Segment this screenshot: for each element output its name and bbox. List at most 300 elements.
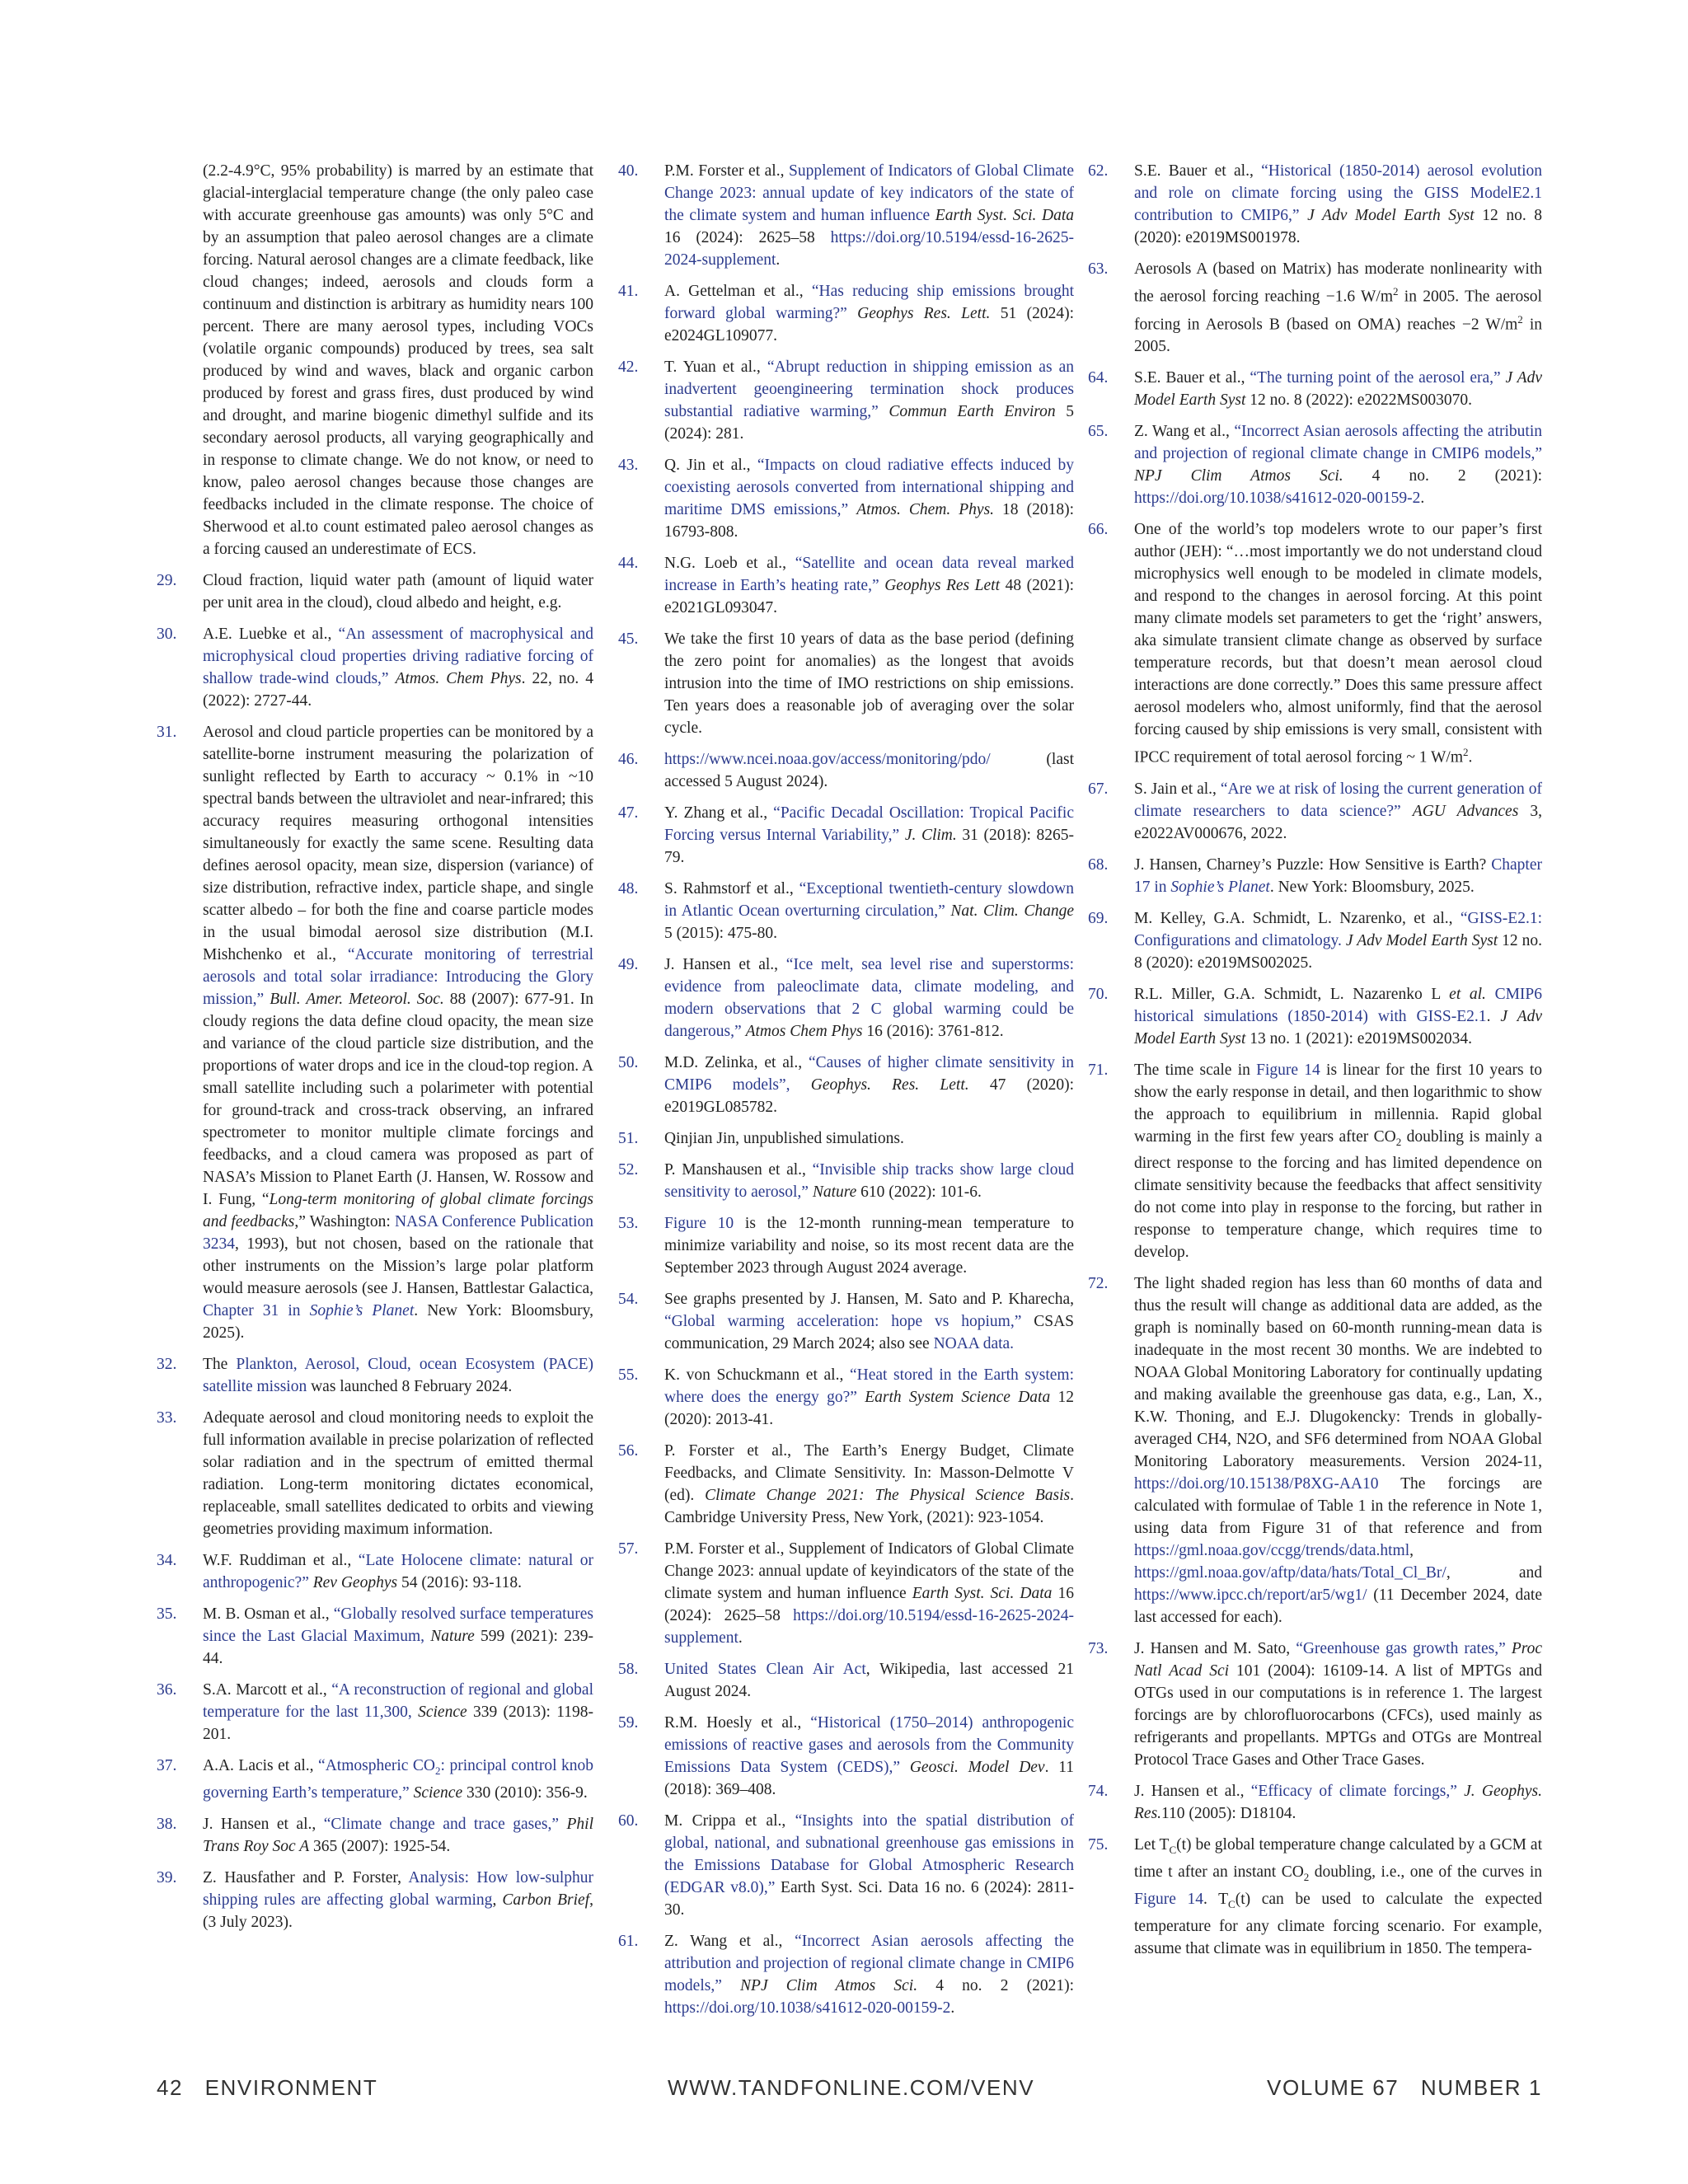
citation-italic: J Adv Model Earth Syst (1134, 369, 1542, 409)
note-text: 2 (1463, 746, 1469, 758)
note-text: , Wikipedia, last accessed 21 August 2024. (664, 1661, 1074, 1700)
citation-italic: Geosci. Model Dev (909, 1759, 1045, 1776)
reference-link[interactable]: “Climate change and trace gases,” (323, 1815, 560, 1833)
citation-italic: Earth System Science Data (865, 1389, 1051, 1406)
endnote-number: 29. (157, 572, 177, 589)
note-text: The light shaded region has less than 60 months of data and thus the result will change as additional data are added, as the graph is nominally based on 60-month running-mean data is inadequate in the most recent 30 months. We are indebted to NOAA Global Monitoring Laboratory for continually updating and making available the greenhouse gas data, e.g., Lan, X., K.W. Thoning, and E.J. Dlugokencky: Trends in globally-averaged CH4, N2O, and SF6 determined from NOAA Global Monitoring Laboratory measurements. Version 2024-11, (1134, 1275, 1542, 1471)
note-text: P.M. Forster et al., Supplement of Indicators of Global Climate Change 2023: annual update of keyindicators of the state of the climate system and human influence (664, 1540, 1074, 1602)
endnote-number: 73. (1088, 1640, 1109, 1658)
endnote-item (618, 1212, 1074, 1279)
citation-italic: Atmos. Chem. Phys. (856, 501, 995, 518)
note-text: Let T (1134, 1836, 1170, 1854)
citation-italic: Commun Earth Environ (889, 403, 1056, 420)
note-text: ,” Washington: (294, 1213, 395, 1230)
note-text: Q. Jin et al., (664, 457, 757, 474)
note-text: T. Yuan et al., (664, 359, 767, 376)
note-text (412, 1704, 418, 1721)
note-text (1486, 986, 1495, 1003)
citation-italic: Bull. Amer. Meteorol. Soc. (270, 991, 444, 1008)
note-text: S.E. Bauer et al., (1134, 369, 1250, 387)
reference-link[interactable]: Sophie’s Planet (309, 1302, 415, 1319)
endnote-number: 45. (618, 630, 639, 648)
endnote-number: 62. (1088, 162, 1109, 180)
volume-label: VOLUME 67 (1267, 2075, 1400, 2100)
reference-link[interactable]: “Heat stored in the Earth system: where does the energy go?” (664, 1366, 1074, 1406)
endnote-number: 57. (618, 1540, 639, 1558)
citation-italic: et al. (1449, 985, 1486, 1003)
endnote-item (618, 1364, 1074, 1431)
note-text: Aerosols A (based on Matrix) has moderate nonlinearity with the aerosol forcing reaching −1.6 W/m (1134, 260, 1542, 306)
citation-italic: J. Clim. (904, 827, 957, 844)
citation-italic: Long-term monitoring of global climate forcings and feedbacks (203, 1191, 593, 1230)
note-text (559, 1816, 566, 1833)
note-text: 330 (2010): 356-9. (462, 1783, 588, 1802)
citation-italic: Science (413, 1783, 463, 1802)
citation-italic: Nature (430, 1628, 475, 1645)
citation-italic: Atmos Chem Phys (745, 1023, 863, 1040)
reference-link[interactable]: Figure 14 (1256, 1061, 1320, 1079)
endnote-number: 60. (618, 1812, 639, 1830)
endnote-number: 32. (157, 1356, 177, 1373)
endnote-number: 51. (618, 1130, 639, 1147)
endnote-item (1088, 1780, 1542, 1825)
endnote-item (1088, 518, 1542, 769)
endnote-item (157, 1867, 593, 1933)
citation-italic: NPJ Clim Atmos Sci. (1134, 467, 1343, 485)
citation-italic: Earth Syst. Sci. Data (935, 207, 1074, 224)
footer-page-journal (157, 2075, 377, 2101)
citation-italic: Science (418, 1704, 467, 1721)
endnote-number: 64. (1088, 369, 1109, 387)
note-text: . Cambridge University Press, New York, (2021): 923-1054. (664, 1487, 1074, 1526)
note-text: (t) can be used to calculate the expected temperature for any climate forcing scenario. For example, assume that climate was in equilibrium in 1850. The tempera- (1134, 1891, 1542, 1958)
note-text: C (1169, 1844, 1177, 1857)
endnote-number: 53. (618, 1215, 639, 1232)
note-text: , (492, 1891, 503, 1909)
note-text: M. Crippa et al., (664, 1812, 795, 1830)
journal-name: ENVIRONMENT (204, 2075, 378, 2100)
endnote-number: 47. (618, 804, 639, 822)
note-text: . New York: Bloomsbury, 2025. (1269, 878, 1475, 896)
reference-link[interactable]: https://doi.org/10.15138/P8XG-AA10 (1134, 1475, 1379, 1493)
note-text: We take the first 10 years of data as the base period (defining the zero point for anomalies) as the longest that avoids intrusion into the time of IMO restrictions on ship emissions. Ten years does a reasonable job of averaging over the solar cycle. (664, 630, 1074, 737)
reference-link[interactable]: “GISS-E2.1: Configurations and climatology. (1134, 909, 1542, 949)
note-text (930, 207, 935, 224)
endnote-item (157, 569, 593, 614)
journal-website[interactable]: WWW.TANDFONLINE.COM/VENV (668, 2075, 1035, 2100)
citation-italic: Phil Trans Roy Soc A (203, 1815, 594, 1855)
note-text: . (1468, 748, 1473, 766)
endnote-item (157, 1407, 593, 1540)
note-text (790, 1076, 811, 1094)
endnote-number: 65. (1088, 423, 1109, 440)
column-left (157, 160, 593, 1943)
reference-link[interactable]: “Causes of higher climate sensitivity in CMIP6 models”, (664, 1054, 1075, 1094)
note-text: J. Hansen et al., (664, 956, 786, 973)
endnote-item (618, 1810, 1074, 1921)
notes-list-middle (618, 160, 1074, 2019)
reference-link[interactable]: “Are we at risk of losing the current generation of climate researchers to data science?” (1134, 780, 1542, 820)
citation-italic: Proc Natl Acad Sci (1134, 1640, 1543, 1680)
endnote-number: 30. (157, 626, 177, 643)
reference-link[interactable]: 2 (435, 1764, 441, 1777)
reference-link[interactable]: https://gml.noaa.gov/aftp/data/hats/Total_Cl_Br/ (1134, 1564, 1447, 1582)
reference-link[interactable]: “Incorrect Asian aerosols affecting the atributin and projection of regional climate change in CMIP6 models,” (1134, 423, 1542, 462)
note-text: 88 (2007): 677-91. In cloudy regions the data define cloud opacity, the mean size and variance of the cloud particle size distribution, and the proportions of water drops and ice in the cloud-top region. A small satellite including such a polarimeter with potential for ground-track and cross-track observing, an infrared spectrometer to monitor multiple climate forcings and feedbacks, and a cloud camera was proposed as part of NASA’s Mission to Planet Earth (J. Hansen, W. Rossow and I. Fung, “ (203, 991, 593, 1208)
issue-label: NUMBER 1 (1420, 2075, 1542, 2100)
reference-link[interactable]: “Historical (1750–2014) anthropogenic emissions of reactive gases and aerosols from the Community Emissions Data System (CEDS),” (664, 1714, 1074, 1776)
note-text (389, 670, 396, 687)
note-text: P. Manshausen et al., (664, 1161, 813, 1179)
note-text: 51 (2024): e2024GL109077. (664, 305, 1074, 344)
reference-link[interactable]: “Accurate monitoring of terrestrial aerosols and total solar irradiance: Introducing the Glory mission,” (203, 946, 593, 1008)
note-text: CSAS communication, 29 March 2024; also see (664, 1313, 1075, 1352)
endnote-item (618, 1127, 1074, 1150)
reference-link[interactable]: CMIP6 historical simulations (1850-2014) with GISS-E2.1 (1134, 985, 1543, 1025)
note-text: Z. Wang et al., (1134, 423, 1235, 440)
note-text: 48 (2021): e2021GL093047. (664, 577, 1075, 616)
endnote-number: 69. (1088, 909, 1109, 927)
note-text: 2 (1395, 1135, 1402, 1148)
note-text: . (1486, 1007, 1501, 1025)
reference-link[interactable]: Sophie’s Planet (1170, 878, 1270, 896)
note-text: 365 (2007): 1925-54. (309, 1837, 451, 1855)
endnote-item (618, 160, 1074, 271)
reference-link[interactable]: https://www.ncei.noaa.gov/access/monitoring/pdo/ (664, 751, 991, 768)
note-text: , and (1446, 1564, 1542, 1582)
endnote-item (618, 1538, 1074, 1649)
reference-link[interactable]: “Historical (1850-2014) aerosol evolution and role on climate forcing using the GISS ModelE2.1 contribution to CMIP6,” (1134, 162, 1542, 224)
reference-link[interactable]: “Global warming acceleration: hope vs hopium,” (664, 1313, 1022, 1330)
reference-link[interactable]: https://doi.org/10.5194/essd-16-2625-2024-supplement (664, 229, 1074, 269)
column-middle (618, 160, 1074, 2028)
note-text: 47 (2020): e2019GL085782. (664, 1076, 1075, 1116)
reference-link[interactable]: NOAA data. (933, 1335, 1015, 1352)
endnote-number: 68. (1088, 855, 1109, 874)
reference-link[interactable]: NASA Conference Publication 3234 (203, 1213, 593, 1253)
reference-link[interactable]: https://www.ipcc.ch/report/ar5/wg1/ (1134, 1586, 1367, 1605)
reference-link[interactable]: https://doi.org/10.1038/s41612-020-00159-2 (1134, 490, 1421, 507)
note-text: 339 (2013): 1198-201. (203, 1704, 593, 1743)
note-text: 101 (2004): 16109-14. A list of MPTGs and OTGs used in our computations is in reference 1. The largest forcings are by chlorofluorocarbons (CFCs), used mainly as refrigerants and propellants. MPTGs and OTGs are Montreal Protocol Trace Gases and Other Trace Gases. (1134, 1662, 1542, 1769)
endnote-number: 56. (618, 1442, 639, 1460)
endnote-number: 36. (157, 1681, 177, 1699)
reference-link[interactable]: “Greenhouse gas growth rates,” (1296, 1640, 1506, 1658)
endnote-number: 34. (157, 1552, 177, 1569)
endnote-number: 74. (1088, 1783, 1109, 1801)
note-text: M. Kelley, G.A. Schmidt, L. Nzarenko, et al., (1134, 909, 1461, 927)
note-text: K. von Schuckmann et al., (664, 1366, 850, 1384)
endnote-number: 49. (618, 956, 639, 973)
reference-link[interactable]: United States Clean Air Act (664, 1661, 866, 1678)
endnote-number: 38. (157, 1815, 177, 1833)
note-text: . 22, no. 4 (2022): 2727-44. (203, 670, 594, 710)
note-text: 4 no. 2 (2021): (917, 1977, 1075, 1994)
reference-link[interactable]: Plankton, Aerosol, Cloud, ocean Ecosystem (PACE) satellite mission (203, 1356, 593, 1395)
note-text: Aerosol and cloud particle properties can be monitored by a satellite-borne instrument measuring the polarization of sunlight reflected by Earth to accuracy ~ 0.1% in ~10 spectral bands between the ultraviolet and near-infrared; this accuracy requires measuring orthogonal intensities simultaneously for exactly the same scene. Resulting data defines aerosol opacity, mean size, dispersion (variance) of size distribution, refractive index, particle shape, and single scatter albedo – for both the fine and coarse particle modes in the usual bimodal aerosol size distribution (M.I. Mishchenko et al., (203, 724, 593, 963)
citation-italic: Rev Geophys (312, 1574, 398, 1591)
endnote-item (618, 552, 1074, 619)
note-text: S.A. Marcott et al., (203, 1681, 332, 1699)
note-text: in 2005. (1134, 316, 1543, 355)
note-text (900, 1759, 910, 1776)
endnote-number: 41. (618, 283, 639, 300)
reference-link[interactable]: “Atmospheric CO (318, 1757, 436, 1774)
endnote-item (157, 1603, 593, 1670)
endnote-number: 37. (157, 1757, 177, 1774)
endnote-item (157, 1813, 593, 1858)
note-text: 13 no. 1 (2021): e2019MS002034. (1245, 1029, 1473, 1047)
note-text (1506, 1640, 1512, 1657)
footer-volume-issue (1267, 2075, 1542, 2101)
reference-link[interactable]: “Late Holocene climate: natural or anthropogenic?” (203, 1552, 593, 1591)
note-text: 610 (2022): 101-6. (856, 1183, 982, 1201)
endnote-number: 31. (157, 724, 177, 741)
note-text: A.A. Lacis et al., (203, 1757, 319, 1774)
citation-italic: Nat. Clim. Change (950, 902, 1075, 920)
note-text: Earth Syst. Sci. Data 16 no. 6 (2024): 2811-30. (664, 1879, 1074, 1919)
note-text: N.G. Loeb et al., (664, 555, 795, 572)
note-text: 599 (2021): 239-44. (203, 1628, 593, 1667)
reference-link[interactable]: “A reconstruction of regional and global temperature for the last 11,300, (203, 1681, 593, 1721)
citation-italic: Geophys Res Lett (884, 577, 1001, 594)
note-text: See graphs presented by J. Hansen, M. Sato and P. Kharecha, (664, 1291, 1074, 1308)
endnote-number: 58. (618, 1661, 639, 1678)
endnote-number: 39. (157, 1868, 177, 1886)
note-text: Z. Wang et al., (664, 1933, 795, 1950)
note-text: R.M. Hoesly et al., (664, 1714, 811, 1732)
note-text: doubling, i.e., one of the curves in (1309, 1863, 1542, 1882)
endnote-number: 70. (1088, 985, 1109, 1003)
reference-link[interactable]: “Insights into the spatial distribution of global, national, and subnational greenhouse gas emissions in the Emissions Database for Global Atmospheric Research (EDGAR v8.0),” (664, 1812, 1074, 1896)
note-text: , 1993), but not chosen, based on the rationale that other instruments on the Mission’s large polar platform would measure aerosols (see J. Hansen, Battlestar Galactica, (203, 1235, 593, 1297)
endnote-item (1088, 1272, 1542, 1629)
note-text: 31 (2018): 8265-79. (664, 827, 1074, 866)
endnote-item (618, 954, 1074, 1043)
endnote-item (618, 1658, 1074, 1703)
citation-italic: Geophys. Res. Lett. (810, 1076, 969, 1094)
endnote-item (157, 721, 593, 1344)
reference-link[interactable]: “Efficacy of climate forcings,” (1250, 1783, 1457, 1801)
reference-link[interactable]: “Has reducing ship emissions brought forward global warming?” (664, 283, 1074, 322)
note-text: Z. Hausfather and P. Forster, (203, 1868, 409, 1886)
endnote-number: 55. (618, 1366, 639, 1384)
notes-list-right (1088, 160, 1542, 1960)
reference-link[interactable]: Analysis: How low-sulphur shipping rules are affecting global warming (203, 1868, 594, 1909)
endnote-number: 48. (618, 880, 639, 898)
endnote-item (618, 1712, 1074, 1801)
endnote-item (618, 802, 1074, 869)
note-text: The forcings are calculated with formulae of Table 1 in the reference in Note 1, using data from Figure 31 of that reference and from (1134, 1475, 1542, 1538)
endnote-item (1088, 1834, 1542, 1960)
endnote-item (618, 748, 1074, 793)
note-text: . T (1203, 1891, 1229, 1909)
citation-italic: AGU Advances (1412, 802, 1519, 820)
note-text: J. Hansen et al., (1134, 1783, 1251, 1801)
endnote-item (1088, 854, 1542, 898)
note-text: 110 (2005): D18104. (1161, 1805, 1296, 1823)
endnote-item (1088, 983, 1542, 1050)
endnote-item (157, 1353, 593, 1398)
endnote-item (618, 628, 1074, 739)
note-text: 5 (2015): 475-80. (664, 925, 778, 942)
note-text (847, 305, 857, 322)
column-right (1088, 160, 1542, 1969)
citation-italic: NPJ Clim Atmos Sci. (740, 1977, 918, 1994)
note-text (879, 403, 889, 420)
note-text: W.F. Ruddiman et al., (203, 1552, 359, 1569)
reference-link[interactable]: “Pacific Decadal Oscillation: Tropical Pacific Forcing versus Internal Variability,” (664, 804, 1074, 844)
note-text (857, 1389, 865, 1406)
note-text: J. Hansen and M. Sato, (1134, 1640, 1296, 1658)
note-text: J. Hansen et al., (203, 1815, 324, 1833)
note-text: One of the world’s top modelers wrote to our paper’s first author (JEH): “…most importantly we do not understand cloud microphysics well enough to be modeled in climate models, and respond to the changes in aerosol forcing. At this point many climate models set parameters to get the ‘right’ answers, aka simulate transient climate change as observed by surface temperature records, but that doesn’t mean aerosol cloud interactions are done correctly.” Does this same pressure affect aerosol modelers who, almost uniformly, find that the aerosol forcing caused by ship emissions is very small, consistent with IPCC requirement of total aerosol forcing ~ 1 W/m (1134, 521, 1542, 766)
note-text: The (203, 1356, 237, 1373)
note-text: (last accessed 5 August 2024). (664, 751, 1074, 790)
endnote-item (1088, 420, 1542, 509)
endnote-item (618, 280, 1074, 347)
note-text (1457, 1783, 1464, 1800)
note-text: 2 (1517, 312, 1523, 326)
citation-italic: Geophys Res. Lett. (857, 305, 991, 322)
reference-link[interactable]: https://doi.org/10.5194/essd-16-2625-2024-supplement (664, 1607, 1074, 1647)
endnote-item (1088, 367, 1542, 411)
citation-italic: J Adv Model Earth Syst (1307, 207, 1475, 224)
reference-link[interactable]: “Satellite and ocean data reveal marked increase in Earth’s heating rate,” (664, 555, 1074, 594)
note-text (848, 501, 856, 518)
note-28-continuation: (2.2-4.9°C, 95% probability) is marred by an estimate that glacial-interglacial temperature change (the only paleo case with accurate greenhouse gas amounts) was only 5°C and by an assumption that paleo aerosol changes are a climate forcing. Natural aerosol changes are a climate feedback, like cloud changes; indeed, aerosols and clouds form a continuum and distinction is arbitrary as humidity nears 100 percent. There are many aerosol types, including VOCs (volatile organic compounds) produced by trees, sea salt produced by wind and waves, black and organic carbon produced by forest and grass fires, dust produced by wind and drought, and marine biogenic dimethyl sulfide and its secondary aerosol products, all varying geographically and in response to climate change. We do not know, or need to know, paleo aerosol changes because those changes are feedbacks included in the climate response. The choice of Sherwood et al.to count estimated paleo aerosol changes as a forcing caused an underestimate of ECS. (203, 162, 593, 558)
note-text: 54 (2016): 93-118. (397, 1574, 522, 1591)
endnote-number: 44. (618, 555, 639, 572)
endnote-number: 50. (618, 1054, 639, 1071)
note-text: 5 (2024): 281. (664, 403, 1074, 443)
reference-link[interactable]: “Impacts on cloud radiative effects induced by coexisting aerosols converted from international shipping and maritime DMS emissions,” (664, 457, 1074, 518)
note-text: 16 (2016): 3761-812. (862, 1023, 1004, 1040)
note-text: . (738, 1629, 743, 1647)
reference-link[interactable]: : principal control knob governing Earth’s temperature,” (203, 1757, 593, 1802)
reference-link[interactable]: Figure 14 (1134, 1891, 1203, 1909)
endnote-item (157, 1755, 593, 1804)
note-text: . New York: Bloomsbury, 2025). (203, 1302, 594, 1342)
citation-italic: Nature (812, 1183, 857, 1201)
note-text (1401, 803, 1413, 820)
endnote-number: 46. (618, 751, 639, 768)
reference-link[interactable]: Supplement of Indicators of Global Climate Change 2023: annual update of key indicators of the state of the climate system and human influence (664, 162, 1074, 224)
note-text (899, 827, 905, 844)
citation-italic: Atmos. Chem Phys (395, 670, 522, 687)
reference-link[interactable]: Chapter 17 in (1134, 855, 1542, 896)
citation-italic: Earth Syst. Sci. Data (912, 1585, 1053, 1602)
page-number: 42 (157, 2075, 184, 2100)
endnote-item (618, 356, 1074, 445)
note-text: P. Forster et al., The Earth’s Energy Budget, Climate Feedbacks, and Climate Sensitivity. In: Masson-Delmotte V (ed). (664, 1442, 1074, 1504)
citation-italic: Carbon Brief (502, 1891, 590, 1909)
endnote-item (618, 1288, 1074, 1355)
note-text (1300, 207, 1308, 224)
note-text: was launched 8 February 2024. (307, 1378, 513, 1395)
citation-italic: Climate Change 2021: The Physical Science Basis (705, 1487, 1071, 1504)
note-text: , (3 July 2023). (203, 1891, 593, 1931)
endnote-number: 35. (157, 1605, 177, 1623)
endnote-number: 52. (618, 1161, 639, 1179)
endnote-number: 40. (618, 162, 639, 180)
endnote-number: 61. (618, 1933, 639, 1950)
endnote-item (1088, 1638, 1542, 1771)
reference-link[interactable]: “Exceptional twentieth-century slowdown in Atlantic Ocean overturning circulation,” (664, 880, 1074, 920)
endnote-item (1088, 778, 1542, 845)
endnote-number: 72. (1088, 1275, 1109, 1293)
note-text: 3, e2022AV000676, 2022. (1134, 802, 1542, 842)
note-text: A. Gettelman et al., (664, 283, 812, 300)
reference-link[interactable]: https://doi.org/10.1038/s41612-020-00159-2 (664, 1999, 951, 2017)
endnote-number: 63. (1088, 260, 1109, 278)
note-text: C (1228, 1898, 1236, 1911)
endnote-item (618, 1440, 1074, 1529)
endnote-number: 67. (1088, 780, 1109, 798)
endnote-number: 54. (618, 1291, 639, 1308)
note-text: M.D. Zelinka, et al., (664, 1054, 809, 1071)
reference-link[interactable]: “Incorrect Asian aerosols affecting the attribution and projection of regional climate change in CMIP6 models,” (664, 1933, 1075, 1994)
note-text: M. B. Osman et al., (203, 1605, 334, 1623)
endnote-number: 75. (1088, 1836, 1109, 1854)
note-text: 18 (2018): 16793-808. (664, 501, 1074, 541)
note-text: 4 no. 2 (2021): (1343, 467, 1543, 485)
reference-link[interactable]: https://gml.noaa.gov/ccgg/trends/data.html (1134, 1542, 1410, 1560)
note-text: A.E. Luebke et al., (203, 626, 339, 643)
reference-link[interactable]: “Ice melt, sea level rise and superstorms: evidence from paleoclimate data, climate modeling, and modern observations that 2 C global warming could be dangerous,” (664, 956, 1074, 1040)
endnote-item (157, 623, 593, 712)
endnote-number: 59. (618, 1714, 639, 1732)
endnote-number: 33. (157, 1409, 177, 1427)
reference-link[interactable]: “Invisible ship tracks show large cloud sensitivity to aerosol,” (664, 1161, 1075, 1201)
note-text (722, 1977, 740, 1994)
note-text: in 2005. The aerosol forcing in Aerosols B (based on OMA) reaches −2 W/m (1134, 288, 1542, 333)
citation-italic: J Adv Model Earth Syst (1345, 931, 1498, 949)
note-text: Y. Zhang et al., (664, 804, 774, 822)
endnote-item (618, 1930, 1074, 2019)
note-text: 16 (2024): 2625–58 (664, 229, 831, 246)
note-text: 12 no. 8 (2020): e2019MS002025. (1134, 931, 1543, 972)
reference-link[interactable]: “Abrupt reduction in shipping emission as an inadvertent geoengineering termination shock produces substantial radiative warming,” (664, 359, 1074, 420)
endnote-item (157, 1679, 593, 1746)
endnote-item (1088, 160, 1542, 249)
citation-italic: J. Geophys. Res. (1134, 1783, 1542, 1823)
endnote-number: 66. (1088, 521, 1109, 538)
reference-link[interactable]: Figure 10 (664, 1215, 734, 1232)
endnote-number: 43. (618, 457, 639, 474)
note-text: S. Rahmstorf et al., (664, 880, 799, 898)
endnote-item (157, 1549, 593, 1594)
note-text: . (1420, 490, 1425, 507)
citation-italic: J Adv Model Earth Syst (1134, 1007, 1542, 1047)
endnote-item (1088, 258, 1542, 358)
notes-list-left (157, 569, 593, 1933)
note-text: 2 (1303, 1871, 1310, 1884)
endnote-item (1088, 907, 1542, 974)
note-text: Adequate aerosol and cloud monitoring needs to exploit the full information available in precise polarization of reflected solar radiation and in the spectrum of emitted thermal radiation. Long-term monitoring dictates economical, replaceable, small satellites dedicated to orbits and viewing geometries providing maximum information. (203, 1409, 593, 1538)
reference-link[interactable]: “The turning point of the aerosol era,” (1250, 369, 1501, 387)
note-text: doubling is mainly a direct response to the forcing and has limited dependence on climate sensitivity because the feedbacks that affect sensitivity do not come into play in response to the forcing, but rather in response to temperature change, which requires time to develop. (1134, 1127, 1543, 1262)
reference-link[interactable]: “An assessment of macrophysical and microphysical cloud properties driving radiative forcing of shallow trade-wind clouds,” (203, 626, 593, 687)
note-text: S. Jain et al., (1134, 780, 1221, 798)
reference-link[interactable]: “Globally resolved surface temperatures since the Last Glacial Maximum, (203, 1605, 594, 1645)
note-text: (11 December 2024, date last accessed for each). (1134, 1586, 1542, 1627)
endnote-item (1088, 1059, 1542, 1264)
reference-link[interactable]: Chapter 31 in (203, 1302, 310, 1319)
note-text: 12 (2020): 2013-41. (664, 1389, 1074, 1428)
endnote-number: 42. (618, 359, 639, 376)
note-text: The time scale in (1134, 1061, 1257, 1079)
